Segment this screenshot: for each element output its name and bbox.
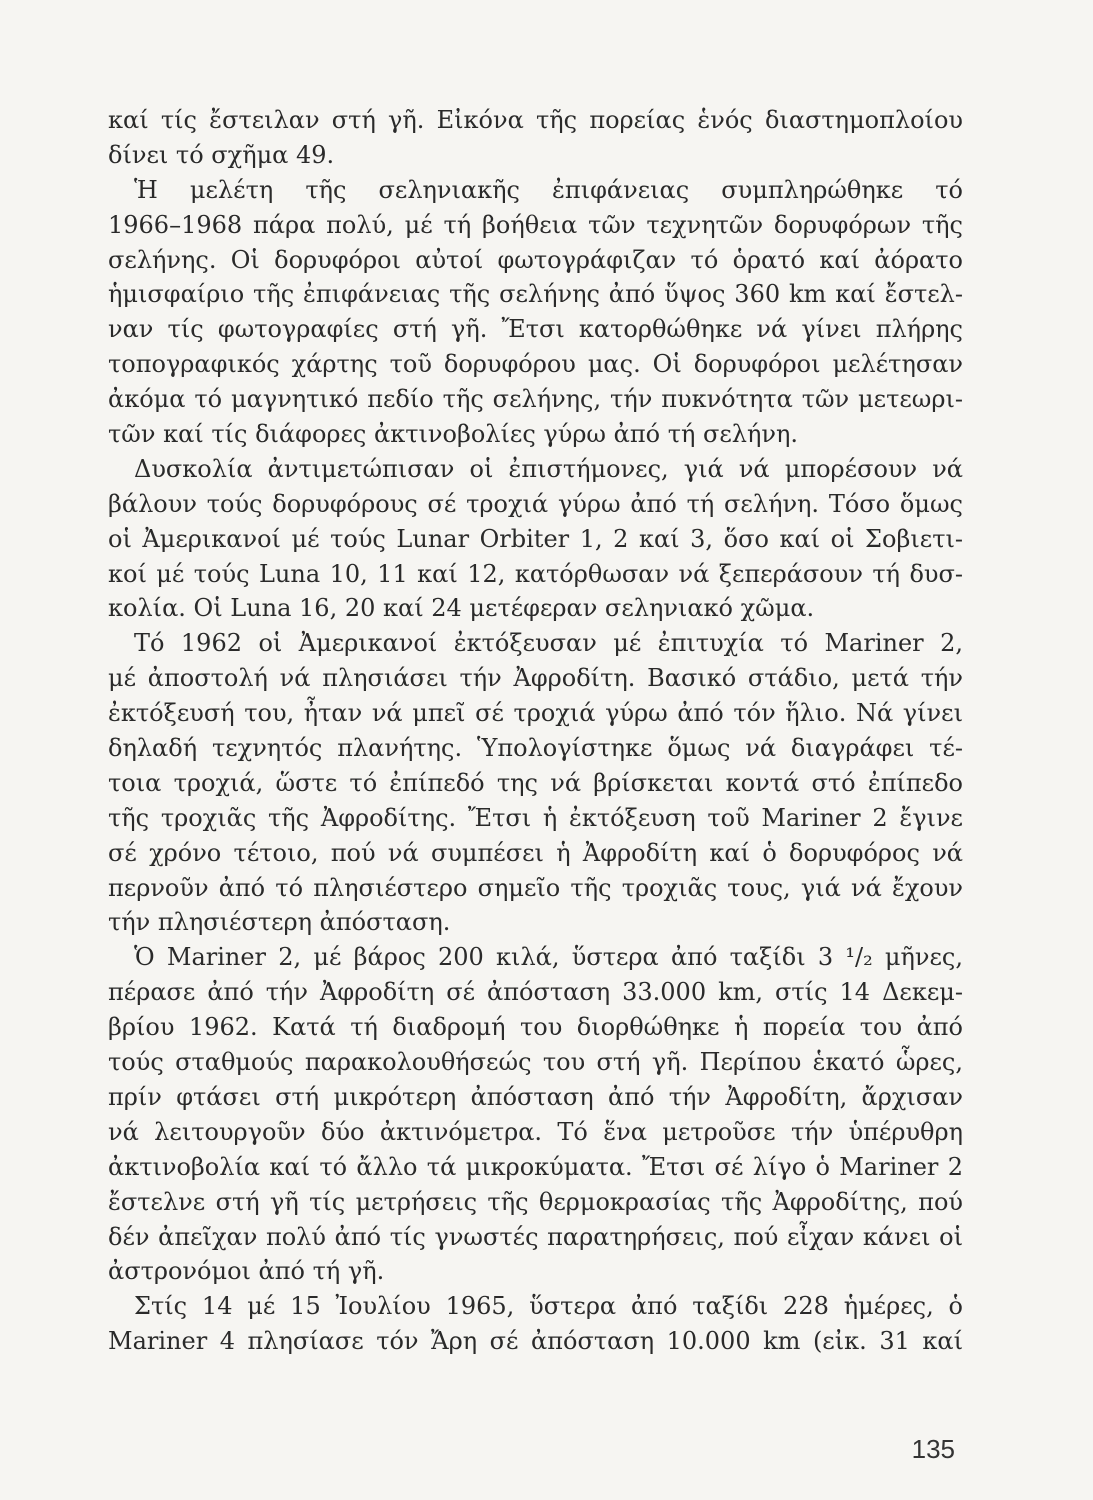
- text-line: Δυσκολία ἀντιμετώπισαν οἱ ἐπιστήμονες, γιά νά μπορέσουν νά: [134, 454, 963, 483]
- text-line: ναν τίς φωτογραφίες στή γῆ. Ἔτσι κατορθώθηκε νά γίνει πλήρης: [108, 315, 963, 344]
- text-line: βρίου 1962. Κατά τή διαδρομή του διορθώθηκε ἡ πορεία του ἀπό: [108, 1013, 963, 1042]
- text-line: Ὁ Mariner 2, μέ βάρος 200 κιλά, ὕστερα ἀπό ταξίδι 3 ¹/₂ μῆνες,: [134, 943, 963, 972]
- body-text: [108, 103, 963, 1359]
- text-line: ἀκτινοβολία καί τό ἄλλο τά μικροκύματα. Ἔτσι σέ λίγο ὁ Mariner 2: [108, 1152, 963, 1181]
- text-line: 1966–1968 πάρα πολύ, μέ τή βοήθεια τῶν τεχνητῶν δορυφόρων τῆς: [108, 210, 963, 239]
- paragraph: [108, 173, 963, 452]
- text-line: Ἡ μελέτη τῆς σεληνιακῆς ἐπιφάνειας συμπληρώθηκε τό: [134, 175, 963, 204]
- text-line: τούς σταθμούς παρακολουθήσεώς του στή γῆ. Περίπου ἑκατό ὧρες,: [108, 1048, 963, 1077]
- text-line: τοπογραφικός χάρτης τοῦ δορυφόρου μας. Οἱ δορυφόροι μελέτησαν: [108, 350, 963, 379]
- paragraph: [108, 452, 963, 626]
- text-line: δέν ἀπεῖχαν πολύ ἀπό τίς γνωστές παρατηρήσεις, πού εἶχαν κάνει οἱ: [108, 1222, 963, 1251]
- text-line: καί τίς ἔστειλαν στή γῆ. Εἰκόνα τῆς πορείας ἑνός διαστημοπλοίου: [108, 106, 963, 134]
- text-line: σέ χρόνο τέτοιο, πού νά συμπέσει ἡ Ἀφροδίτη καί ὁ δορυφόρος νά: [108, 838, 963, 867]
- page-number: 135: [911, 1434, 955, 1464]
- text-line: Τό 1962 οἱ Ἀμερικανοί ἐκτόξευσαν μέ ἐπιτυχία τό Mariner 2,: [134, 629, 963, 658]
- text-line: σελήνης. Οἱ δορυφόροι αὐτοί φωτογράφιζαν τό ὁρατό καί ἀόρατο: [108, 245, 963, 274]
- text-line: κολία. Οἱ Luna 16, 20 καί 24 μετέφεραν σεληνιακό χῶμα.: [108, 594, 815, 623]
- text-line: ἀστρονόμοι ἀπό τή γῆ.: [108, 1257, 385, 1286]
- text-line: τῶν καί τίς διάφορες ἀκτινοβολίες γύρω ἀπό τή σελήνη.: [108, 420, 798, 449]
- text-line: τήν πλησιέστερη ἀπόσταση.: [108, 908, 451, 937]
- text-line: ἐκτόξευσή του, ἦταν νά μπεῖ σέ τροχιά γύρω ἀπό τόν ἥλιο. Νά γίνει: [108, 699, 963, 728]
- text-line: οἱ Ἀμερικανοί μέ τούς Lunar Orbiter 1, 2 καί 3, ὅσο καί οἱ Σοβιετι-: [108, 524, 963, 553]
- paragraph: [108, 626, 963, 940]
- text-line: βάλουν τούς δορυφόρους σέ τροχιά γύρω ἀπό τή σελήνη. Τόσο ὅμως: [108, 489, 963, 518]
- text-line: μέ ἀποστολή νά πλησιάσει τήν Ἀφροδίτη. Βασικό στάδιο, μετά τήν: [108, 664, 963, 693]
- paragraph: [108, 1289, 963, 1359]
- text-line: δηλαδή τεχνητός πλανήτης. Ὑπολογίστηκε ὅμως νά διαγράφει τέ-: [108, 734, 963, 763]
- text-line: πρίν φτάσει στή μικρότερη ἀπόσταση ἀπό τήν Ἀφροδίτη, ἄρχισαν: [108, 1082, 963, 1111]
- text-line: Στίς 14 μέ 15 Ἰουλίου 1965, ὕστερα ἀπό ταξίδι 228 ἡμέρες, ὁ: [134, 1292, 963, 1321]
- paragraph: [108, 103, 963, 173]
- text-line: τῆς τροχιᾶς τῆς Ἀφροδίτης. Ἔτσι ἡ ἐκτόξευση τοῦ Mariner 2 ἔγινε: [108, 803, 963, 832]
- text-line: ἡμισφαίριο τῆς ἐπιφάνειας τῆς σελήνης ἀπό ὕψος 360 km καί ἔστελ-: [108, 280, 963, 309]
- text-line: δίνει τό σχῆμα 49.: [108, 140, 335, 169]
- text-line: κοί μέ τούς Luna 10, 11 καί 12, κατόρθωσαν νά ξεπεράσουν τή δυσ-: [108, 559, 963, 588]
- text-line: νά λειτουργοῦν δύο ἀκτινόμετρα. Τό ἕνα μετροῦσε τήν ὑπέρυθρη: [108, 1117, 963, 1146]
- paragraph: [108, 940, 963, 1289]
- text-line: ἀκόμα τό μαγνητικό πεδίο τῆς σελήνης, τήν πυκνότητα τῶν μετεωρι-: [108, 385, 963, 414]
- text-line: Mariner 4 πλησίασε τόν Ἄρη σέ ἀπόσταση 10.000 km (εἰκ. 31 καί: [108, 1327, 963, 1356]
- text-line: περνοῦν ἀπό τό πλησιέστερο σημεῖο τῆς τροχιᾶς τους, γιά νά ἔχουν: [108, 873, 963, 902]
- text-line: τοια τροχιά, ὥστε τό ἐπίπεδό της νά βρίσκεται κοντά στό ἐπίπεδο: [108, 768, 963, 797]
- text-line: πέρασε ἀπό τήν Ἀφροδίτη σέ ἀπόσταση 33.000 km, στίς 14 Δεκεμ-: [108, 978, 963, 1007]
- text-line: ἔστελνε στή γῆ τίς μετρήσεις τῆς θερμοκρασίας τῆς Ἀφροδίτης, πού: [108, 1187, 963, 1216]
